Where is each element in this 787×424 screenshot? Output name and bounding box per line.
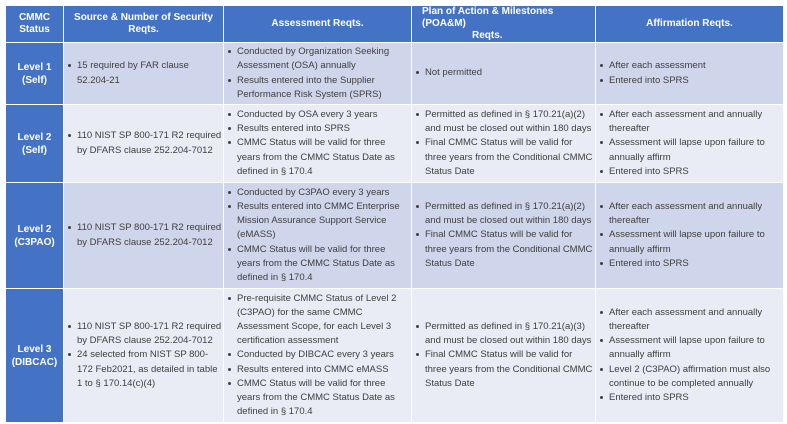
poam-list [412, 108, 595, 178]
list-item: Permitted as defined in § 170.21(a)(2) and must be closed out within 180 days [425, 108, 595, 136]
affirmation-list [596, 306, 783, 405]
poam-cell [412, 183, 596, 289]
level-cell [6, 183, 64, 289]
level-cell [6, 43, 64, 105]
header-row [6, 6, 784, 43]
header-assessment: Assessment Reqts. [224, 6, 412, 43]
list-item: CMMC Status will be valid for three years from the CMMC Status Date as defined in § 170.4 [237, 243, 411, 285]
poam-list [412, 200, 595, 270]
assessment-cell [224, 105, 412, 183]
list-item: Results entered into CMMC eMASS [237, 363, 411, 377]
header-poam-line: Plan of Action & Milestones (POA&M) [422, 6, 554, 29]
table-row [6, 183, 784, 289]
level-cell [6, 289, 64, 423]
list-item: Level 2 (C3PAO) affirmation must also continue to be completed annually [609, 363, 783, 391]
list-item: Entered into SPRS [609, 165, 783, 179]
list-item: Final CMMC Status will be valid for three years from the Conditional CMMC Status Date [425, 228, 595, 270]
table-row [6, 105, 784, 183]
list-item: After each assessment and annually thereafter [609, 200, 783, 228]
assessment-list [224, 45, 411, 101]
source-cell [64, 105, 224, 183]
level-label: Level 1 [17, 61, 52, 73]
assessment-cell [224, 43, 412, 105]
list-item: Results entered into SPRS [237, 122, 411, 136]
level-label: (DIBCAC) [11, 356, 58, 368]
source-list [64, 221, 223, 249]
affirmation-list [596, 200, 783, 270]
header-affirmation: Affirmation Reqts. [596, 6, 784, 43]
list-item: Conducted by Organization Seeking Assessment (OSA) annually [237, 45, 411, 73]
header-status-line: Status [19, 24, 50, 35]
affirmation-list [596, 59, 783, 87]
source-cell [64, 43, 224, 105]
list-item: Final CMMC Status will be valid for three years from the Conditional CMMC Status Date [425, 348, 595, 390]
source-cell [64, 183, 224, 289]
affirmation-cell [596, 43, 784, 105]
level-label: (Self) [22, 74, 47, 86]
source-cell [64, 289, 224, 423]
list-item: Results entered into the Supplier Performance Risk System (SPRS) [237, 74, 411, 102]
list-item: 15 required by FAR clause 52.204-21 [77, 59, 223, 87]
list-item: Conducted by DIBCAC every 3 years [237, 348, 411, 362]
header-status-line: CMMC [18, 12, 51, 23]
header-poam [412, 6, 596, 43]
level-label: Level 2 [17, 223, 52, 235]
header-source [64, 6, 224, 43]
list-item: 110 NIST SP 800-171 R2 required by DFARS clause 252.204-7012 [77, 129, 223, 157]
affirmation-list [596, 108, 783, 178]
list-item: CMMC Status will be valid for three years from the CMMC Status Date as defined in § 170.4 [237, 136, 411, 178]
list-item: Pre-requisite CMMC Status of Level 2 (C3PAO) for the same CMMC Assessment Scope, for each Level 3 certification assessment [237, 292, 411, 348]
assessment-list [224, 292, 411, 419]
level-label: Level 2 [17, 131, 52, 143]
assessment-list [224, 108, 411, 178]
cmmc-requirements-table [5, 5, 784, 423]
list-item: Conducted by OSA every 3 years [237, 108, 411, 122]
assessment-cell [224, 289, 412, 423]
header-poam-line: Reqts. [472, 30, 503, 41]
list-item: Entered into SPRS [609, 74, 783, 88]
list-item: After each assessment [609, 59, 783, 73]
list-item: Entered into SPRS [609, 257, 783, 271]
assessment-cell [224, 183, 412, 289]
poam-list [412, 320, 595, 390]
list-item: Conducted by C3PAO every 3 years [237, 186, 411, 200]
list-item: Entered into SPRS [609, 391, 783, 405]
source-list [64, 129, 223, 157]
list-item: Assessment will lapse upon failure to annually affirm [609, 136, 783, 164]
list-item: 110 NIST SP 800-171 R2 required by DFARS clause 252.204-7012 [77, 221, 223, 249]
poam-cell [412, 105, 596, 183]
list-item: Results entered into CMMC Enterprise Mission Assurance Support Service (eMASS) [237, 200, 411, 242]
list-item: Not permitted [425, 66, 595, 80]
table-row [6, 289, 784, 423]
poam-cell [412, 43, 596, 105]
list-item: 110 NIST SP 800-171 R2 required by DFARS clause 252.204-7012 [77, 320, 223, 348]
affirmation-cell [596, 183, 784, 289]
list-item: After each assessment and annually thereafter [609, 306, 783, 334]
header-cmmc-status [6, 6, 64, 43]
list-item: Assessment will lapse upon failure to annually affirm [609, 334, 783, 362]
level-label: (C3PAO) [14, 236, 55, 248]
list-item: Final CMMC Status will be valid for three years from the Conditional CMMC Status Date [425, 136, 595, 178]
source-list [64, 320, 223, 390]
poam-list [412, 66, 595, 80]
header-source-line: Reqts. [128, 24, 159, 35]
header-source-line: Source & Number of Security [74, 12, 213, 23]
level-label: Level 3 [17, 343, 52, 355]
list-item: 24 selected from NIST SP 800-172 Feb2021, as detailed in table 1 to § 170.14(c)(4) [77, 348, 223, 390]
assessment-list [224, 186, 411, 285]
list-item: Permitted as defined in § 170.21(a)(3) and must be closed out within 180 days [425, 320, 595, 348]
level-label: (Self) [22, 144, 47, 156]
source-list [64, 59, 223, 87]
table-row [6, 43, 784, 105]
list-item: After each assessment and annually thereafter [609, 108, 783, 136]
list-item: Assessment will lapse upon failure to annually affirm [609, 228, 783, 256]
list-item: CMMC Status will be valid for three years from the CMMC Status Date as defined in § 170.4 [237, 377, 411, 419]
affirmation-cell [596, 105, 784, 183]
poam-cell [412, 289, 596, 423]
affirmation-cell [596, 289, 784, 423]
level-cell [6, 105, 64, 183]
list-item: Permitted as defined in § 170.21(a)(2) and must be closed out within 180 days [425, 200, 595, 228]
